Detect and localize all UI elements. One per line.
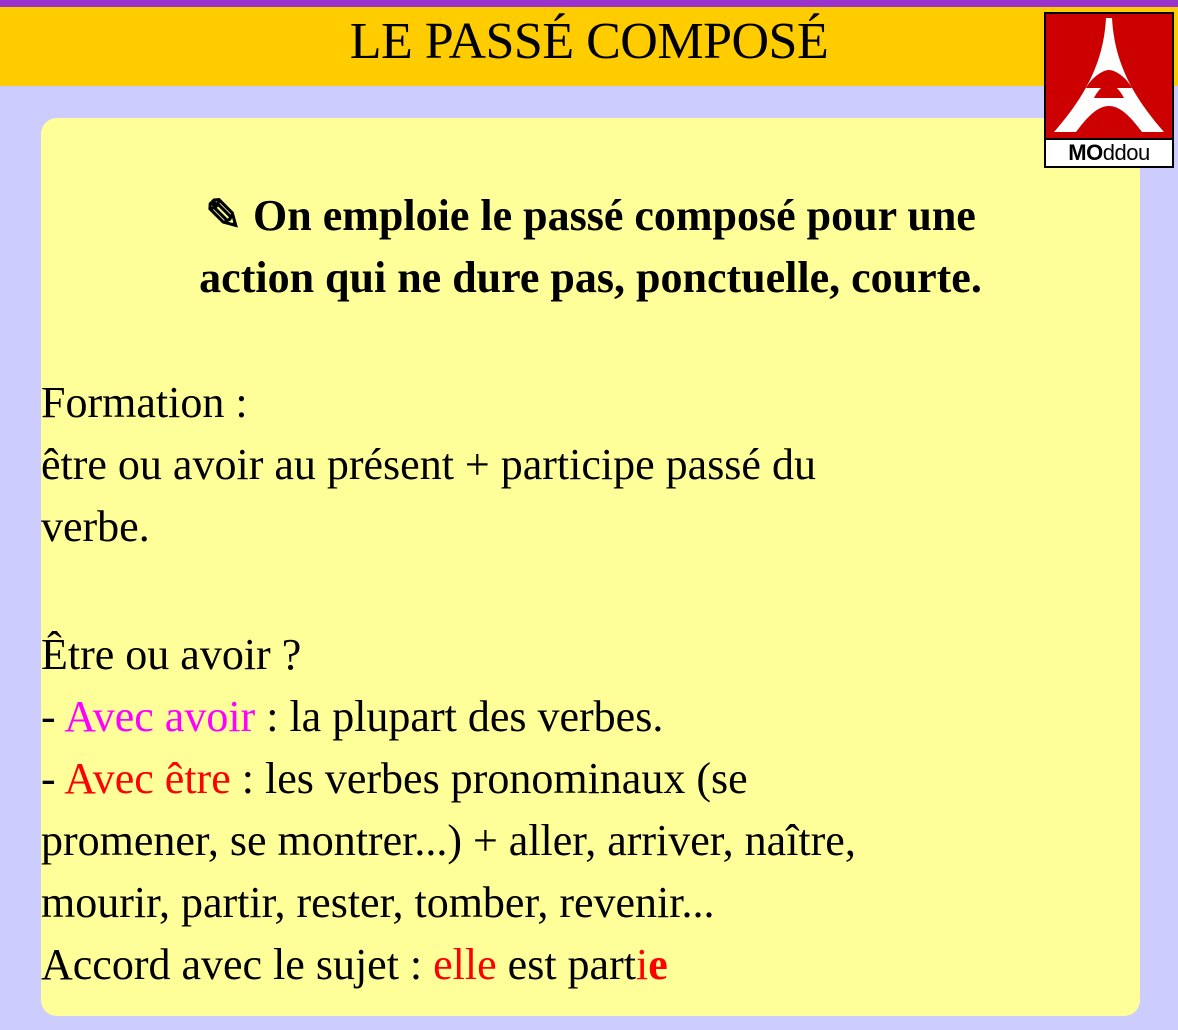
section-spacer — [41, 558, 1091, 624]
eiffel-tower-icon — [1046, 14, 1172, 138]
formation-heading: Formation : — [41, 378, 248, 427]
etre-rule-line-2: promener, se montrer...) + aller, arriver, naître, — [41, 816, 856, 865]
title-bar — [0, 7, 1178, 86]
agreement-subject: elle — [433, 940, 497, 989]
pencil-icon: ✎ — [205, 191, 243, 240]
agreement-rule: Accord avec le sujet : elle est partie — [41, 940, 668, 989]
etre-label: Avec être — [64, 754, 231, 803]
auxiliary-heading: Être ou avoir ? — [41, 630, 302, 679]
etre-rule-line-3: mourir, partir, rester, tomber, revenir... — [41, 878, 715, 927]
intro-line-2: action qui ne dure pas, ponctuelle, courte. — [199, 253, 982, 302]
agreement-stem: i — [635, 940, 649, 989]
top-stripe — [0, 0, 1178, 7]
intro-statement — [41, 185, 1140, 309]
lesson-body — [41, 372, 1091, 996]
etre-rule: - Avec être : les verbes pronominaux (se — [41, 754, 748, 803]
intro-line-1: ✎ On emploie le passé composé pour une — [205, 191, 976, 240]
agreement-ending: e — [648, 940, 668, 989]
moddou-logo[interactable] — [1044, 12, 1174, 168]
logo-label: MOddou — [1046, 140, 1172, 166]
logo-emblem — [1046, 14, 1172, 138]
formation-line-2: verbe. — [41, 502, 150, 551]
avoir-label: Avec avoir — [64, 692, 256, 741]
formation-line-1: être ou avoir au présent + participe passé du — [41, 440, 816, 489]
page-title: LE PASSÉ COMPOSÉ — [349, 13, 829, 70]
avoir-rule: - Avec avoir : la plupart des verbes. — [41, 692, 664, 741]
